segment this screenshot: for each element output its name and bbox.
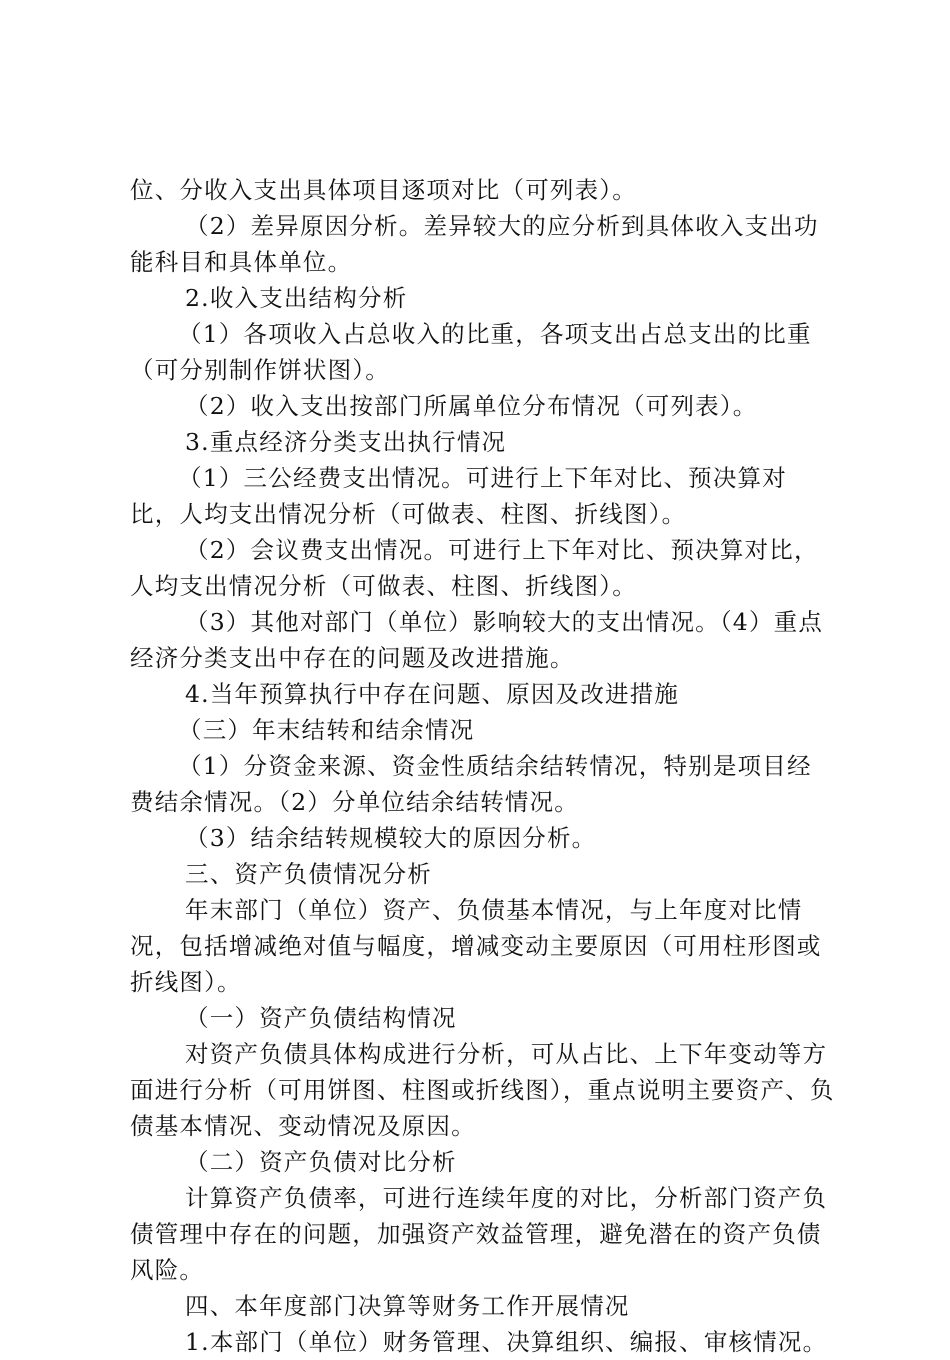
section-heading: （二）资产负债对比分析 [185, 1148, 457, 1176]
paragraph: （3）其他对部门（单位）影响较大的支出情况。（4）重点经济分类支出中存在的问题及改进措施。 [130, 608, 824, 672]
paragraph: （1）分资金来源、资金性质结余结转情况，特别是项目经费结余情况。（2）分单位结余结转情况。 [130, 752, 812, 816]
body-text [130, 172, 835, 1360]
paragraph: 位、分收入支出具体项目逐项对比（可列表）。 [130, 176, 637, 204]
paragraph: 1.本部门（单位）财务管理、决算组织、编报、审核情况。 [185, 1328, 828, 1356]
paragraph: （1）各项收入占总收入的比重，各项支出占总支出的比重（可分别制作饼状图）。 [130, 320, 812, 384]
section-heading: 三、资产负债情况分析 [185, 860, 432, 888]
paragraph: （1）三公经费支出情况。可进行上下年对比、预决算对比，人均支出情况分析（可做表、柱图、折线图）。 [130, 464, 787, 528]
paragraph: 年末部门（单位）资产、负债基本情况，与上年度对比情况，包括增减绝对值与幅度，增减变动主要原因（可用柱形图或折线图）。 [130, 896, 822, 996]
paragraph: （2）差异原因分析。差异较大的应分析到具体收入支出功能科目和具体单位。 [130, 212, 819, 276]
paragraph: 计算资产负债率，可进行连续年度的对比，分析部门资产负债管理中存在的问题，加强资产效益管理，避免潜在的资产负债风险。 [130, 1184, 828, 1284]
section-heading: 4.当年预算执行中存在问题、原因及改进措施 [185, 680, 680, 708]
paragraph: （2）会议费支出情况。可进行上下年对比、预决算对比，人均支出情况分析（可做表、柱图、折线图）。 [130, 536, 819, 600]
section-heading: 四、本年度部门决算等财务工作开展情况 [185, 1292, 630, 1320]
paragraph: （3）结余结转规模较大的原因分析。 [185, 824, 597, 852]
section-heading: 3.重点经济分类支出执行情况 [185, 428, 507, 456]
paragraph: 对资产负债具体构成进行分析，可从占比、上下年变动等方面进行分析（可用饼图、柱图或折线图），重点说明主要资产、负债基本情况、变动情况及原因。 [130, 1040, 835, 1140]
section-heading: （三）年末结转和结余情况 [178, 716, 475, 744]
section-heading: （一）资产负债结构情况 [185, 1004, 457, 1032]
section-heading: 2.收入支出结构分析 [185, 284, 408, 312]
paragraph: （2）收入支出按部门所属单位分布情况（可列表）。 [185, 392, 758, 420]
